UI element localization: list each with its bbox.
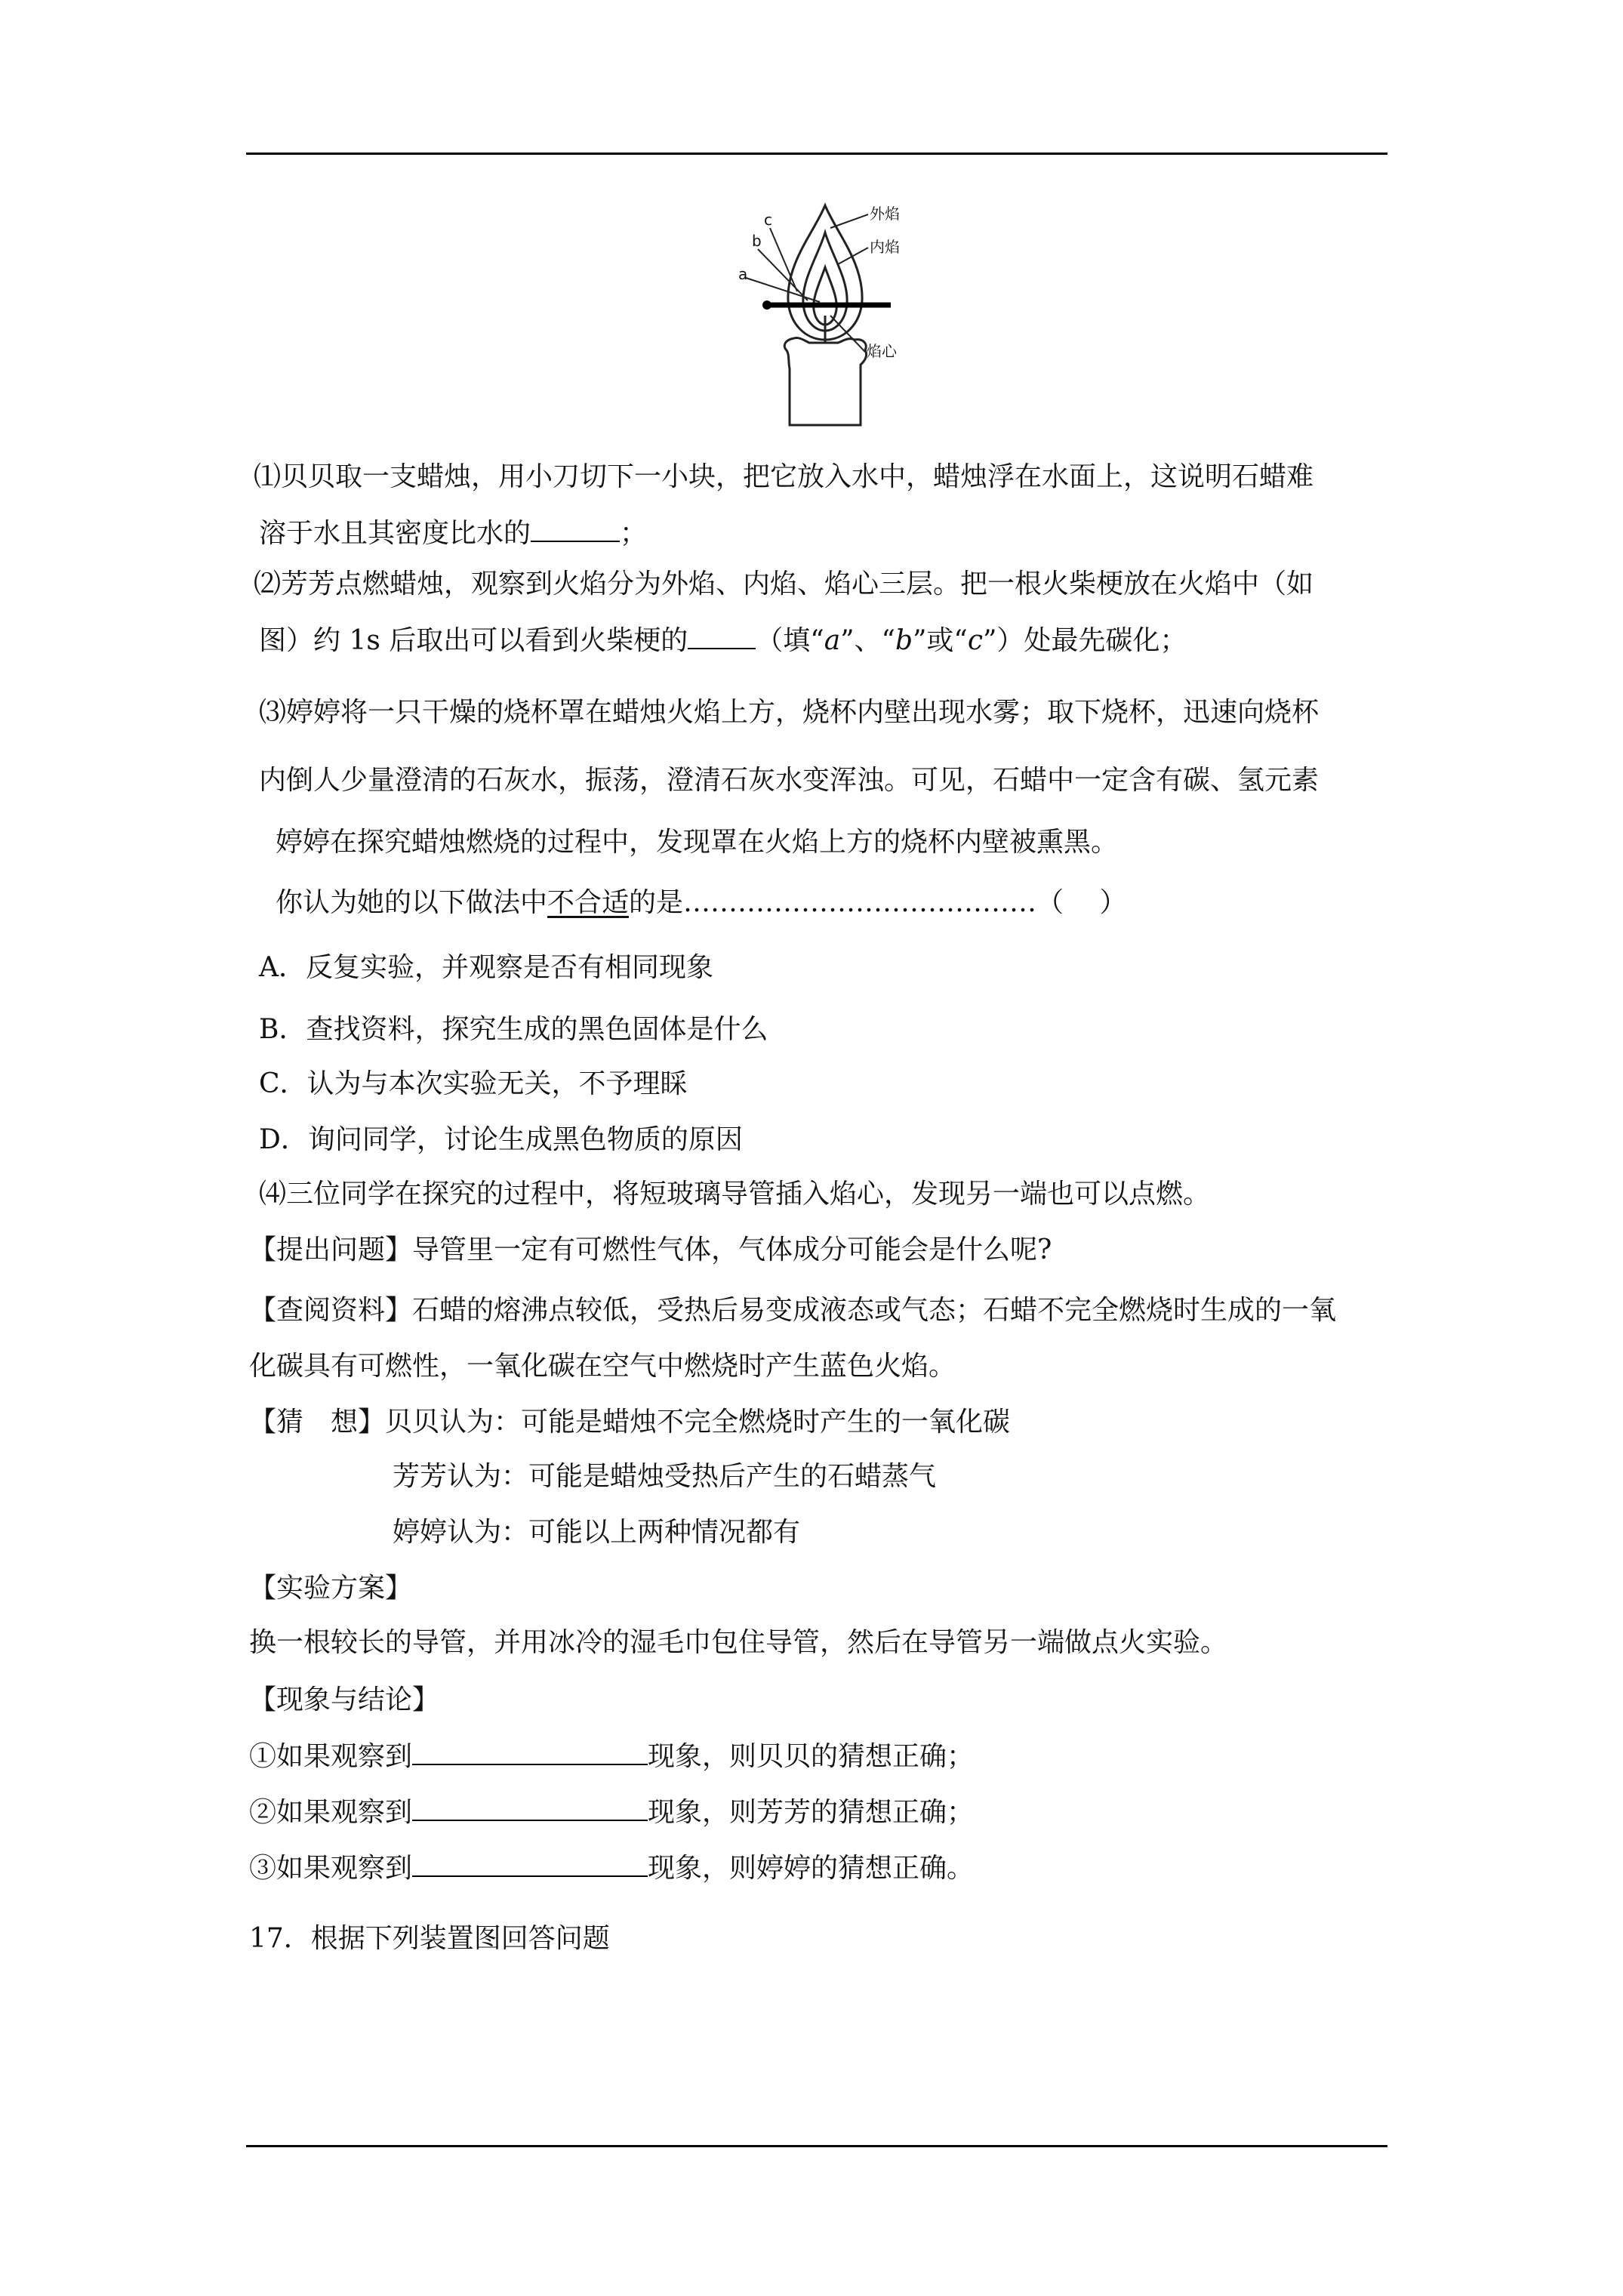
answer-blank-5[interactable]: [412, 1848, 648, 1877]
conclusion-1: ①如果观察到 现象，则贝贝的猜想正确；: [249, 1737, 974, 1777]
q2-line1: ⑵芳芳点燃蜡烛，观察到火焰分为外焰、内焰、焰心三层。把一根火柴梗放在火焰中（如: [254, 569, 1314, 599]
answer-blank-4[interactable]: [412, 1792, 648, 1821]
option-d[interactable]: D．询问同学，讨论生成黑色物质的原因: [259, 1124, 743, 1155]
label-inner-flame: 内焰: [870, 238, 900, 256]
answer-blank-1[interactable]: [531, 513, 620, 542]
q4-conclusion-title: 【现象与结论】: [249, 1684, 440, 1715]
top-rule: [246, 153, 1387, 155]
label-b: b: [752, 232, 762, 250]
q3-line3: 婷婷在探究蜡烛燃烧的过程中，发现罩在火焰上方的烧杯内壁被熏黑。: [276, 827, 1119, 858]
candle-flame-figure: [725, 195, 921, 429]
label-c: c: [764, 211, 772, 229]
candle-body-icon: [784, 337, 866, 425]
q4-guess-line1: 【猜 想】贝贝认为：可能是蜡烛不完全燃烧时产生的一氧化碳: [249, 1407, 1011, 1438]
q3-question: 你认为她的以下做法中不合适的是…………………………………（ ）: [276, 887, 1127, 918]
q4-plan-title: 【实验方案】: [249, 1573, 413, 1604]
q4-info-line2: 化碳具有可燃性，一氧化碳在空气中燃烧时产生蓝色火焰。: [249, 1351, 956, 1382]
q3-line2: 内倒人少量澄清的石灰水，振荡，澄清石灰水变浑浊。可见，石蜡中一定含有碳、氢元素: [259, 765, 1320, 796]
option-c[interactable]: C．认为与本次实验无关，不予理睬: [259, 1068, 688, 1099]
answer-blank-2[interactable]: [688, 621, 756, 649]
option-b[interactable]: B．查找资料，探究生成的黑色固体是什么: [259, 1014, 768, 1045]
q4-intro: ⑷三位同学在探究的过程中，将短玻璃导管插入焰心，发现另一端也可以点燃。: [259, 1179, 1211, 1210]
q3-line1: ⑶婷婷将一只干燥的烧杯罩在蜡烛火焰上方，烧杯内壁出现水雾；取下烧杯，迅速向烧杯: [259, 697, 1320, 728]
q17-text: 17．根据下列装置图回答问题: [249, 1923, 610, 1954]
answer-blank-3[interactable]: [412, 1737, 648, 1765]
conclusion-3: ③如果观察到 现象，则婷婷的猜想正确。: [249, 1848, 974, 1888]
matchstick-head-icon: [762, 300, 771, 310]
q2-line2: 图）约 1s 后取出可以看到火柴梗的 （填“a”、“b”或“c”）处最先碳化；: [259, 621, 1187, 661]
q4-guess-line2: 芳芳认为：可能是蜡烛受热后产生的石蜡蒸气: [393, 1461, 937, 1492]
q4-info-line1: 【查阅资料】石蜡的熔沸点较低，受热后易变成液态或气态；石蜡不完全燃烧时生成的一氧: [249, 1295, 1337, 1326]
label-outer-flame: 外焰: [870, 205, 900, 223]
q4-guess-line3: 婷婷认为：可能以上两种情况都有: [393, 1517, 801, 1548]
q1-line1: ⑴贝贝取一支蜡烛，用小刀切下一小块，把它放入水中，蜡烛浮在水面上，这说明石蜡难: [254, 461, 1314, 492]
q4-plan-text: 换一根较长的导管，并用冰冷的湿毛巾包住导管，然后在导管另一端做点火实验。: [249, 1627, 1228, 1658]
q1-line2: 溶于水且其密度比水的 ；: [259, 513, 647, 553]
option-a[interactable]: A．反复实验，并观察是否有相同现象: [259, 952, 713, 983]
conclusion-2: ②如果观察到 现象，则芳芳的猜想正确；: [249, 1792, 974, 1832]
bottom-rule: [246, 2145, 1387, 2147]
label-a: a: [738, 265, 748, 283]
q4-question: 【提出问题】导管里一定有可燃性气体，气体成分可能会是什么呢?: [249, 1234, 1052, 1265]
q1-line2-text: 溶于水且其密度比水的: [259, 518, 531, 549]
label-flame-core: 焰心: [867, 342, 897, 360]
